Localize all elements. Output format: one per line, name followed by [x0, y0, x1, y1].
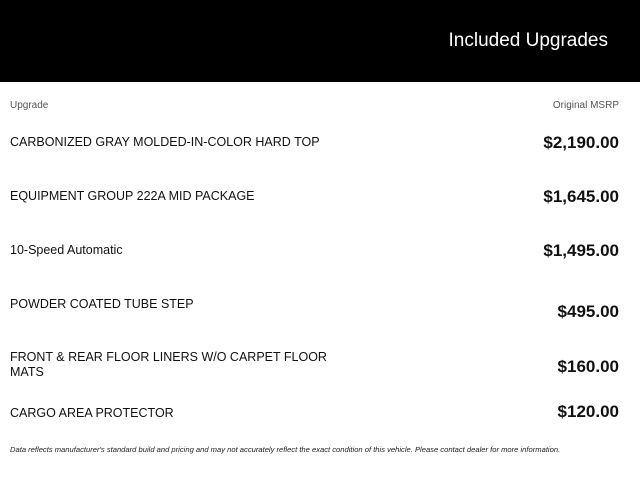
upgrades-list	[0, 124, 640, 448]
upgrade-row	[0, 178, 640, 232]
upgrade-price: $160.00	[557, 357, 619, 376]
upgrade-row	[0, 340, 640, 394]
upgrade-price: $495.00	[557, 302, 619, 321]
upgrade-row	[0, 394, 640, 448]
upgrade-name: 10-Speed Automatic	[10, 243, 123, 257]
upgrade-name: CARGO AREA PROTECTOR	[10, 406, 174, 420]
page-header	[0, 0, 640, 82]
upgrade-name: EQUIPMENT GROUP 222A MID PACKAGE	[10, 189, 255, 203]
upgrade-name: POWDER COATED TUBE STEP	[10, 297, 194, 311]
upgrade-price: $120.00	[557, 402, 619, 421]
upgrade-row	[0, 124, 640, 178]
upgrade-price: $1,495.00	[543, 241, 619, 260]
page-title: Included Upgrades	[448, 30, 608, 51]
disclaimer-text: Data reflects manufacturer's standard build and pricing and may not accurately reflect the exact condition of this vehicle. Please contact dealer for more information.	[10, 445, 561, 454]
upgrade-price: $1,645.00	[543, 187, 619, 206]
column-header-upgrade: Upgrade	[10, 100, 49, 111]
upgrade-row	[0, 232, 640, 286]
upgrade-name: FRONT & REAR FLOOR LINERS W/O CARPET FLOOR MATS	[10, 350, 327, 379]
upgrade-name: CARBONIZED GRAY MOLDED-IN-COLOR HARD TOP	[10, 135, 320, 149]
column-header-msrp: Original MSRP	[552, 100, 619, 111]
upgrade-price: $2,190.00	[543, 133, 619, 152]
upgrade-row	[0, 286, 640, 340]
